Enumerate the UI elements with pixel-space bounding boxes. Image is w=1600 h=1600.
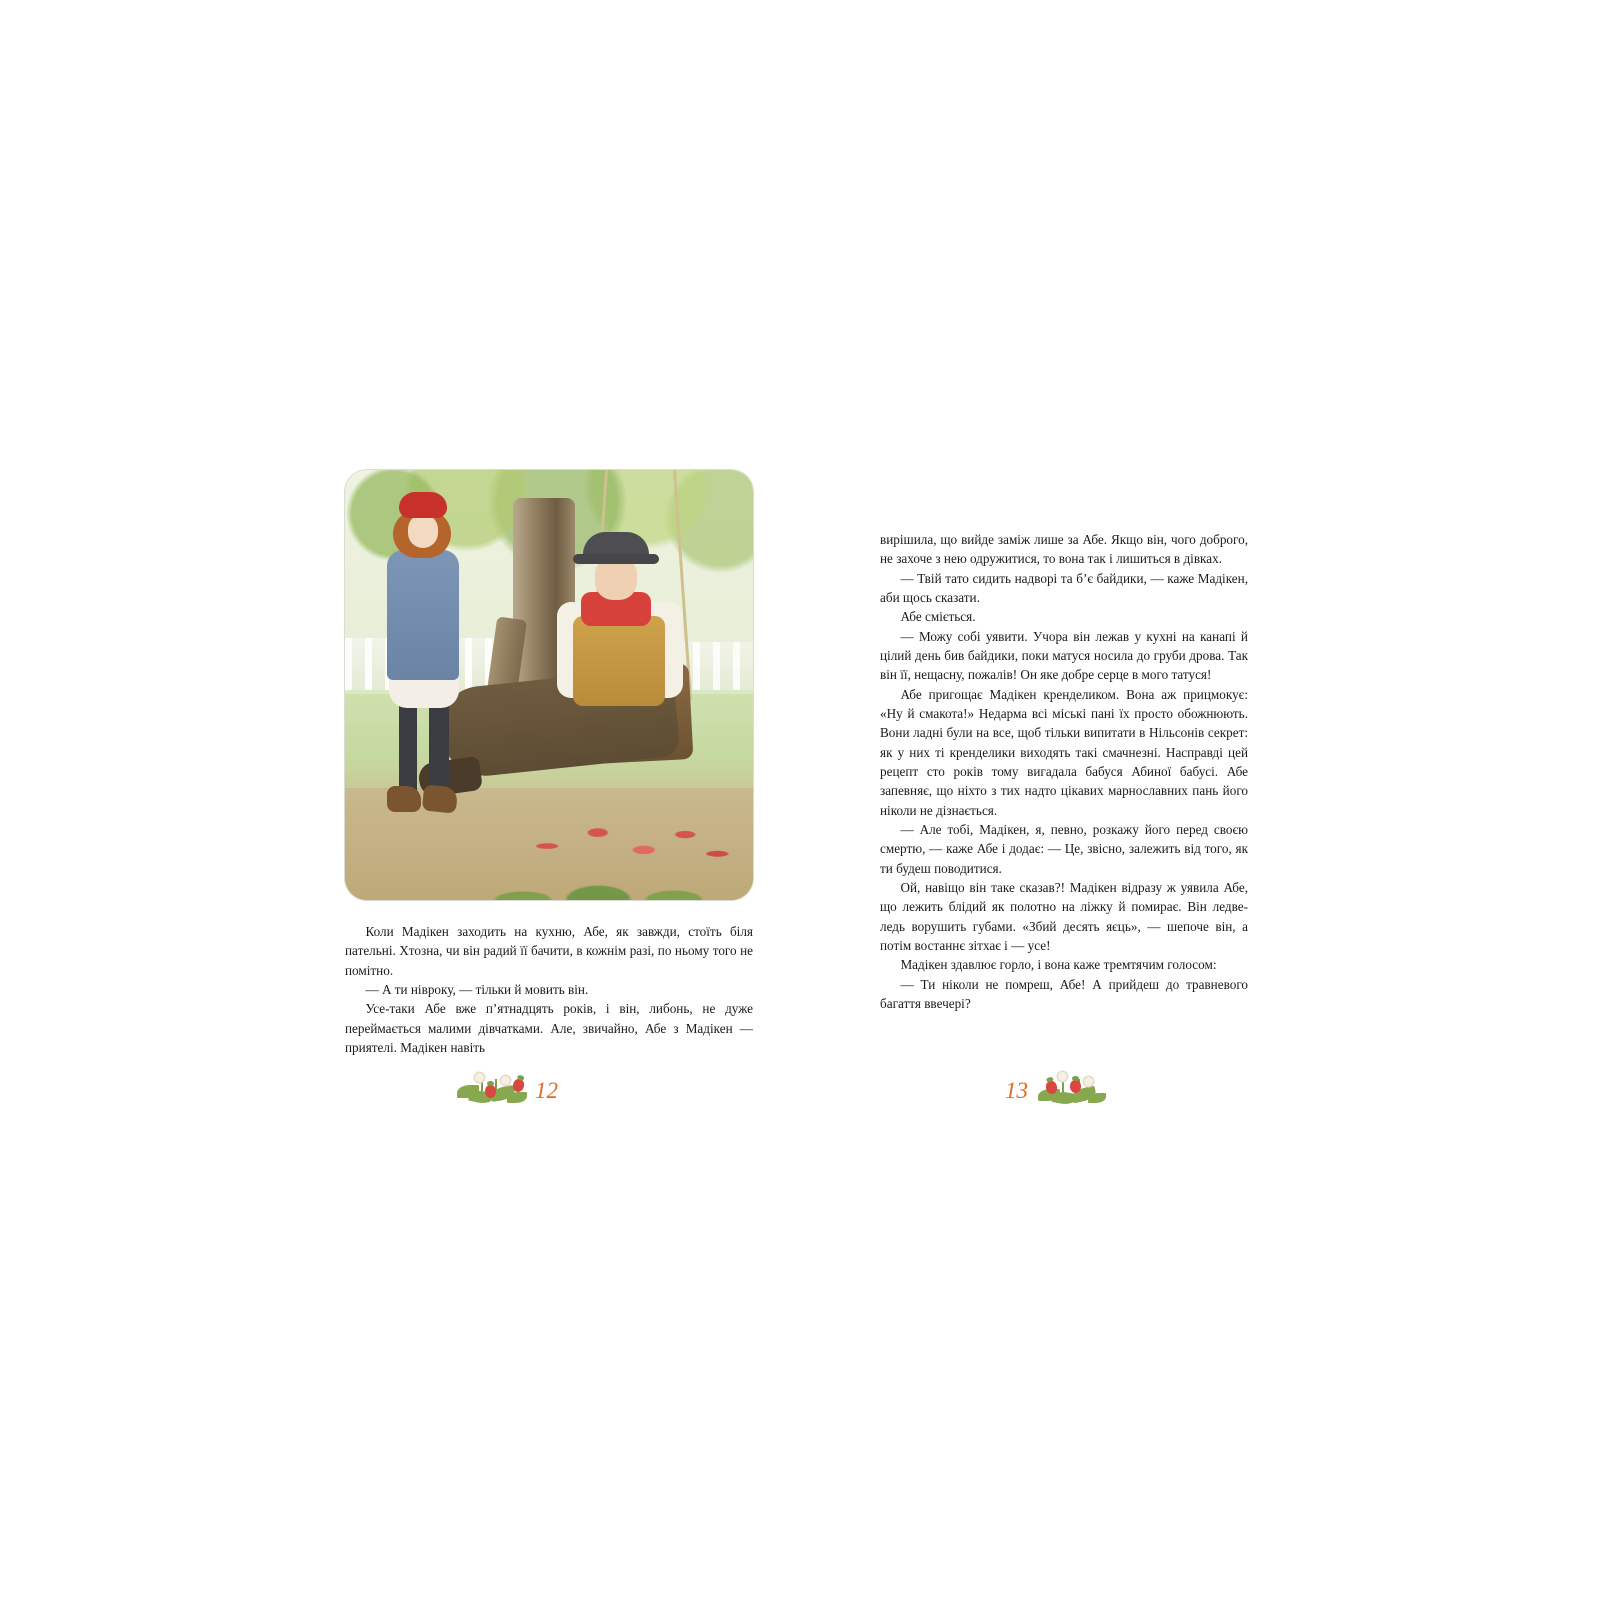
- page-number: 12: [535, 1078, 558, 1103]
- paragraph: Усе-таки Абе вже п’ятнадцять років, і він, либонь, не дуже переймається малими дівчатками. Але, звичайно, Абе з Мадікен — приятелі. Мадікен навіть: [345, 1001, 753, 1055]
- paragraph: — Твій тато сидить надворі та б’є байдики, — каже Мадікен, аби щось сказати.: [880, 570, 1248, 605]
- paragraph: вирішила, що вийде заміж лише за Абе. Якщо він, чого доброго, не захоче з нею одружитися, то вона так і лишиться в дівках.: [880, 532, 1248, 567]
- left-page: [345, 470, 765, 1110]
- left-page-footer: [455, 1065, 558, 1105]
- paragraph: Ой, навіщо він таке сказав?! Мадікен відразу ж уявила Абе, що лежить блідий як полотно на ліжку й помирає. Він ледве-ледь ворушить губами. «Збий десять яєць», — шепоче він, а потім востаннє зітхає і — усе!: [880, 879, 1248, 953]
- strawberry-vignette-icon: [455, 1065, 529, 1105]
- right-page-footer: [1005, 1065, 1108, 1105]
- illustration-girl-and-man-in-garden: [345, 470, 753, 900]
- page-number: 13: [1005, 1078, 1028, 1103]
- girl-coat: [387, 550, 459, 680]
- girl-red-beret: [399, 492, 447, 518]
- paragraph: — Але тобі, Мадікен, я, певно, розкажу його перед своєю смертю, — каже Абе і додає: — Це, звісно, залежить від того, як ти будеш поводитися.: [880, 821, 1248, 876]
- left-page-text: [345, 922, 753, 1057]
- girl-boot-left: [387, 786, 421, 812]
- man-hat: [583, 532, 649, 562]
- paragraph: Абе пригощає Мадікен кренделиком. Вона аж прицмокує: «Ну й смакота!» Недарма всі міські пані їх просто обожнюють. Вони ладні були на все, щоб тільки випитати в Нільсонів секрет: як у них ті кренделики виходять такі смачнезні. Насправді цей рецепт сто років тому вигадала бабуся Абиної бабусі. Абе запевняє, що ніхто з тих надто цікавих марнославних пань його ніколи не дізнається.: [880, 686, 1248, 818]
- man-vest: [573, 616, 665, 706]
- right-page-text: [880, 530, 1248, 1013]
- girl-face: [408, 514, 438, 548]
- paragraph: — А ти нівроку, — тільки й мовить він.: [365, 981, 589, 997]
- girl-legs: [399, 702, 449, 794]
- paragraph: Коли Мадікен заходить на кухню, Абе, як завжди, стоїть біля пательні. Хтозна, чи він радий її бачити, в кожнім разі, по ньому того не помітно.: [345, 924, 753, 978]
- paragraph: — Ти ніколи не помреш, Абе! А прийдеш до травневого багаття ввечері?: [880, 976, 1248, 1011]
- paragraph: Абе сміється.: [900, 609, 976, 625]
- paragraph: — Можу собі уявити. Учора він лежав у кухні на канапі й цілий день бив байдики, поки матуся носила до груби дрова. Так він її, нещасну, пожалів! Он яке добре серце в мого татуся!: [880, 628, 1248, 683]
- tulips: [515, 800, 745, 896]
- paragraph: Мадікен здавлює горло, і вона каже тремтячим голосом:: [900, 957, 1217, 973]
- strawberry-vignette-icon: [1034, 1065, 1108, 1105]
